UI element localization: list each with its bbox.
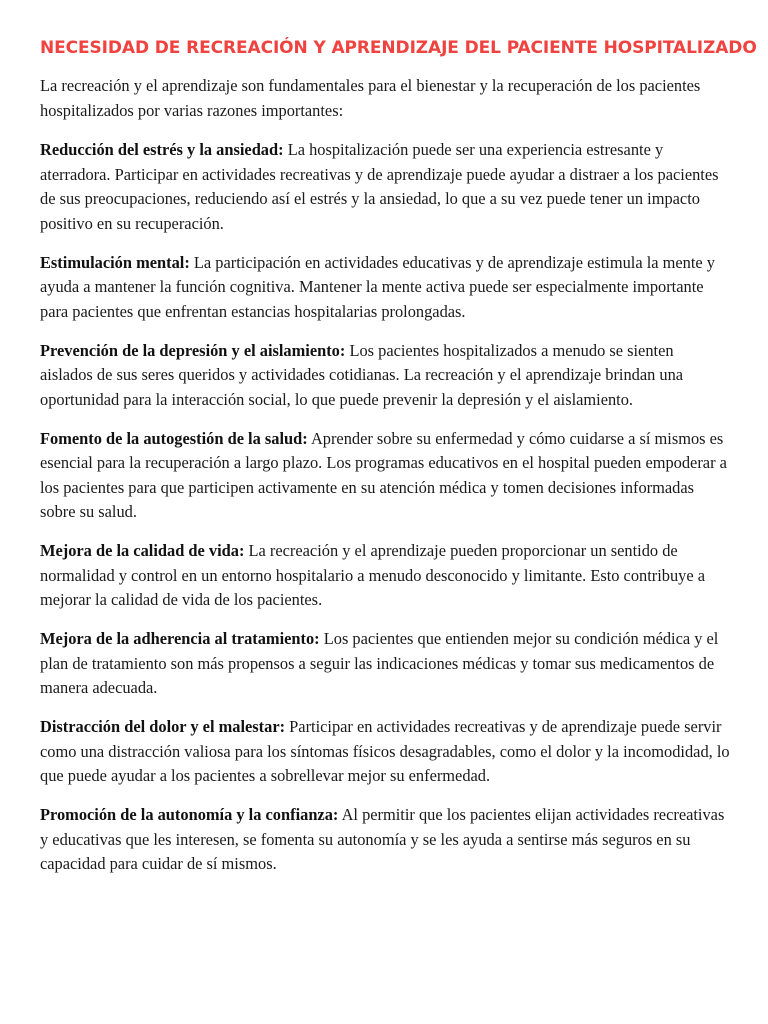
section-heading: Mejora de la adherencia al tratamiento: (40, 629, 320, 648)
section-heading: Promoción de la autonomía y la confianza: (40, 805, 339, 824)
section-paragraph (40, 427, 730, 525)
section-heading: Estimulación mental: (40, 252, 190, 272)
document-title: NECESIDAD DE RECREACIÓN Y APRENDIZAJE DEL PACIENTE HOSPITALIZADO (40, 38, 757, 58)
section-text: Aprender sobre su enfermedad y cómo cuidarse a sí mismos es esencial para la recuperación a largo plazo. Los programas educativos en el hospital pueden empoderar a los pacientes para que participen activamente en su atención médica y tomen decisiones informadas sobre su salud. (40, 428, 727, 521)
section-text: La recreación y el aprendizaje pueden proporcionar un sentido de normalidad y control en un entorno hospitalario a menudo desconocido y limitante. Esto contribuye a mejorar la calidad de vida de los pacientes. (40, 541, 706, 609)
section-text: Los pacientes que entienden mejor su condición médica y el plan de tratamiento son más propensos a seguir las indicaciones médicas y tomar sus medicamentos de manera adecuada. (40, 629, 719, 697)
section-text: Participar en actividades recreativas y de aprendizaje puede servir como una distracción valiosa para los síntomas físicos desagradables, como el dolor y la incomodidad, lo que puede ayudar a los pacientes a sobrellevar mejor su enfermedad. (40, 717, 730, 785)
document-page (40, 36, 757, 891)
section-paragraph (40, 339, 730, 413)
section-text: Al permitir que los pacientes elijan actividades recreativas y educativas que les interesen, se fomenta su autonomía y se les ayuda a sentirse más seguros en su capacidad para cuidar de sí mismos. (40, 805, 725, 873)
section-heading: Reducción del estrés y la ansiedad: (40, 140, 284, 159)
section-text: La hospitalización puede ser una experiencia estresante y aterradora. Participar en actividades recreativas y de aprendizaje puede ayudar a distraer a los pacientes de sus preocupaciones, reduciendo así el estrés y la ansiedad, lo que a su vez puede tener un impacto positivo en su recuperación. (40, 140, 719, 233)
section-text: La participación en actividades educativas y de aprendizaje estimula la mente y ayuda a mantener la función cognitiva. Mantener la mente activa puede ser especialmente importante para pacientes que enfrentan estancias hospitalarias prolongadas. (40, 252, 715, 321)
intro-paragraph: La recreación y el aprendizaje son fundamentales para el bienestar y la recuperación de los pacientes hospitalizados por varias razones importantes: (40, 76, 701, 120)
section-heading: Prevención de la depresión y el aislamiento: (40, 340, 346, 360)
section-paragraph (40, 539, 730, 613)
section-heading: Mejora de la calidad de vida: (40, 541, 245, 560)
section-paragraph (40, 715, 730, 789)
section-heading: Distracción del dolor y el malestar: (40, 717, 286, 736)
section-text: Los pacientes hospitalizados a menudo se sienten aislados de sus seres queridos y actividades cotidianas. La recreación y el aprendizaje brindan una oportunidad para la interacción social, lo que puede prevenir la depresión y el aislamiento. (40, 340, 684, 409)
section-heading: Fomento de la autogestión de la salud: (40, 428, 308, 448)
section-paragraph (40, 251, 730, 325)
section-paragraph (40, 138, 730, 236)
section-paragraph (40, 627, 730, 701)
section-paragraph (40, 803, 730, 877)
